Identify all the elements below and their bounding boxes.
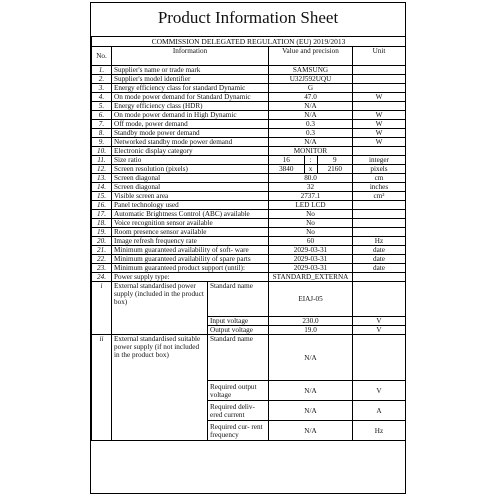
psu-ii-output-value: N/A <box>269 381 353 401</box>
row-number: 17. <box>92 210 112 219</box>
row-unit <box>353 66 406 75</box>
row-info: Automatic Brightness Control (ABC) available <box>112 210 269 219</box>
psu-ii-standard-row <box>92 335 406 381</box>
row-unit: W <box>353 111 406 120</box>
row-info: Size ratio <box>112 156 269 165</box>
row-unit: cm <box>353 174 406 183</box>
table-row <box>92 174 406 183</box>
psu-ii-frequency-label: Required cur- rent frequency <box>208 421 269 441</box>
table-row <box>92 273 406 282</box>
row-unit <box>353 147 406 156</box>
row-unit: date <box>353 255 406 264</box>
row-number: 23. <box>92 264 112 273</box>
rows-group-2 <box>92 174 406 282</box>
row-number: 15. <box>92 192 112 201</box>
row-info: Screen diagonal <box>112 174 269 183</box>
row-value: 2737.1 <box>269 192 353 201</box>
row-value: N/A <box>269 138 353 147</box>
row-value: SAMSUNG <box>269 66 353 75</box>
row-unit <box>353 219 406 228</box>
table-row <box>92 120 406 129</box>
psu-ii-standard-unit <box>353 335 406 381</box>
psu-i-standard-value: EIAJ-05 <box>269 282 353 317</box>
row-unit <box>353 273 406 282</box>
psu-i-input-value: 230.0 <box>269 317 353 326</box>
row-unit <box>353 102 406 111</box>
row-value: N/A <box>269 102 353 111</box>
row-value: MONITOR <box>269 147 353 156</box>
size-ratio-a: 16 <box>282 156 290 164</box>
psu-i-input-unit: V <box>353 317 406 326</box>
row-info: Screen resolution (pixels) <box>112 165 269 174</box>
psu-ii-output-unit: V <box>353 381 406 401</box>
table-row <box>92 102 406 111</box>
row-value: No <box>269 210 353 219</box>
row-number: 13. <box>92 174 112 183</box>
psu-ii-output-label: Required output voltage <box>208 381 269 401</box>
row-value: 0.3 <box>269 129 353 138</box>
row-unit: W <box>353 138 406 147</box>
row-unit: pixels <box>353 165 406 174</box>
row-number: 12. <box>92 165 112 174</box>
row-info: Screen diagonal <box>112 183 269 192</box>
psu-ii-frequency-unit: Hz <box>353 421 406 441</box>
psu-i-standard-row <box>92 282 406 317</box>
row-unit: cm² <box>353 192 406 201</box>
table-row-size-ratio <box>92 156 406 165</box>
row-info: Off mode, power demand <box>112 120 269 129</box>
psu-ii-number: ii <box>92 335 112 441</box>
table-row <box>92 183 406 192</box>
header-value: Value and precision <box>269 47 353 66</box>
row-number: 3. <box>92 84 112 93</box>
row-value: STANDARD_EXTERNA <box>269 273 353 282</box>
row-number: 2. <box>92 75 112 84</box>
resolution-width: 3840 <box>279 165 294 173</box>
psu-i-input-label: Input voltage <box>208 317 269 326</box>
row-number: 11. <box>92 156 112 165</box>
psu-ii-standard-value: N/A <box>269 335 353 381</box>
row-info: Power supply type: <box>112 273 269 282</box>
table-row <box>92 147 406 156</box>
psu-i-number: i <box>92 282 112 335</box>
table-row <box>92 228 406 237</box>
psu-ii-current-label: Required deliv- ered current <box>208 401 269 421</box>
header-information: Information <box>112 47 269 66</box>
psu-ii-frequency-value: N/A <box>269 421 353 441</box>
row-unit: inches <box>353 183 406 192</box>
table-row <box>92 201 406 210</box>
row-value: 32 <box>269 183 353 192</box>
psu-i-output-value: 19.0 <box>269 326 353 335</box>
row-value: 47.0 <box>269 93 353 102</box>
info-table <box>91 36 406 441</box>
row-unit <box>353 210 406 219</box>
table-row <box>92 246 406 255</box>
table-row <box>92 75 406 84</box>
row-value: U32J592UQU <box>269 75 353 84</box>
row-info: Energy efficiency class (HDR) <box>112 102 269 111</box>
resolution-height: 2160 <box>327 165 342 173</box>
table-row <box>92 255 406 264</box>
row-number: 5. <box>92 102 112 111</box>
psu-ii-standard-label: Standard name <box>208 335 269 381</box>
row-value: No <box>269 219 353 228</box>
row-info: Minimum guaranteed product support (until): <box>112 264 269 273</box>
size-ratio-value <box>269 156 353 165</box>
table-row <box>92 111 406 120</box>
psu-i-output-label: Output voltage <box>208 326 269 335</box>
row-value: 80.0 <box>269 174 353 183</box>
table-row <box>92 93 406 102</box>
table-row <box>92 264 406 273</box>
size-ratio-b: 9 <box>332 156 337 164</box>
row-number: 16. <box>92 201 112 210</box>
header-unit: Unit <box>353 47 406 66</box>
psu-i-description: External standardised power supply (included in the product box) <box>112 282 208 335</box>
row-info: Visible screen area <box>112 192 269 201</box>
row-info: Energy efficiency class for standard Dynamic <box>112 84 269 93</box>
psu-i-standard-unit <box>353 282 406 317</box>
row-info: Image refresh frequency rate <box>112 237 269 246</box>
row-info: Minimum guaranteed availability of soft- ware <box>112 246 269 255</box>
row-value: G <box>269 84 353 93</box>
row-value: 0.3 <box>269 120 353 129</box>
table-row-resolution <box>92 165 406 174</box>
row-unit: integer <box>353 156 406 165</box>
row-number: 21. <box>92 246 112 255</box>
row-value: N/A <box>269 111 353 120</box>
row-value: LED LCD <box>269 201 353 210</box>
row-info: Minimum guaranteed availability of spare parts <box>112 255 269 264</box>
header-row <box>92 47 406 66</box>
row-unit <box>353 228 406 237</box>
row-number: 8. <box>92 129 112 138</box>
row-unit: date <box>353 264 406 273</box>
row-info: Voice recognition sensor available <box>112 219 269 228</box>
regulation-title: COMMISSION DELEGATED REGULATION (EU) 2019/2013 <box>92 37 406 47</box>
row-number: 4. <box>92 93 112 102</box>
row-unit <box>353 75 406 84</box>
row-value: 2029-03-31 <box>269 264 353 273</box>
row-unit: Hz <box>353 237 406 246</box>
table-row <box>92 192 406 201</box>
row-number: 18. <box>92 219 112 228</box>
row-unit: W <box>353 129 406 138</box>
row-info: Supplier's model identifier <box>112 75 269 84</box>
psu-ii-description: External standardised suitable power supply (if not included in the product box) <box>112 335 208 441</box>
row-unit <box>353 84 406 93</box>
header-no: No. <box>92 47 112 66</box>
psu-ii-current-value: N/A <box>269 401 353 421</box>
row-info: Supplier's name or trade mark <box>112 66 269 75</box>
row-number: 19. <box>92 228 112 237</box>
table-row <box>92 138 406 147</box>
row-info: Standby mode power demand <box>112 129 269 138</box>
row-number: 24. <box>92 273 112 282</box>
resolution-separator: x <box>304 165 318 173</box>
row-unit: W <box>353 93 406 102</box>
psu-i-output-unit: V <box>353 326 406 335</box>
table-row <box>92 84 406 93</box>
row-number: 22. <box>92 255 112 264</box>
row-value: 2029-03-31 <box>269 246 353 255</box>
table-row <box>92 210 406 219</box>
row-number: 6. <box>92 111 112 120</box>
row-info: Electronic display category <box>112 147 269 156</box>
row-info: On mode power demand for Standard Dynamic <box>112 93 269 102</box>
size-ratio-separator: : <box>304 156 318 164</box>
sheet-title: Product Information Sheet <box>157 8 339 27</box>
row-number: 14. <box>92 183 112 192</box>
row-info: Networked standby mode power demand <box>112 138 269 147</box>
table-row <box>92 237 406 246</box>
row-value: 2029-03-31 <box>269 255 353 264</box>
row-value: No <box>269 228 353 237</box>
row-number: 20. <box>92 237 112 246</box>
table-row <box>92 129 406 138</box>
table-row <box>92 66 406 75</box>
row-unit <box>353 201 406 210</box>
row-unit: date <box>353 246 406 255</box>
row-number: 7. <box>92 120 112 129</box>
table-row <box>92 219 406 228</box>
row-value: 60 <box>269 237 353 246</box>
regulation-row <box>92 37 406 47</box>
row-number: 9. <box>92 138 112 147</box>
row-number: 1. <box>92 66 112 75</box>
row-info: On mode power demand in High Dynamic <box>112 111 269 120</box>
rows-group-1 <box>92 66 406 156</box>
psu-i-standard-label: Standard name <box>208 282 269 317</box>
row-info: Panel technology used <box>112 201 269 210</box>
product-information-sheet <box>90 2 406 494</box>
psu-ii-current-unit: A <box>353 401 406 421</box>
resolution-value <box>269 165 353 174</box>
row-info: Room presence sensor available <box>112 228 269 237</box>
row-unit: W <box>353 120 406 129</box>
row-number: 10. <box>92 147 112 156</box>
